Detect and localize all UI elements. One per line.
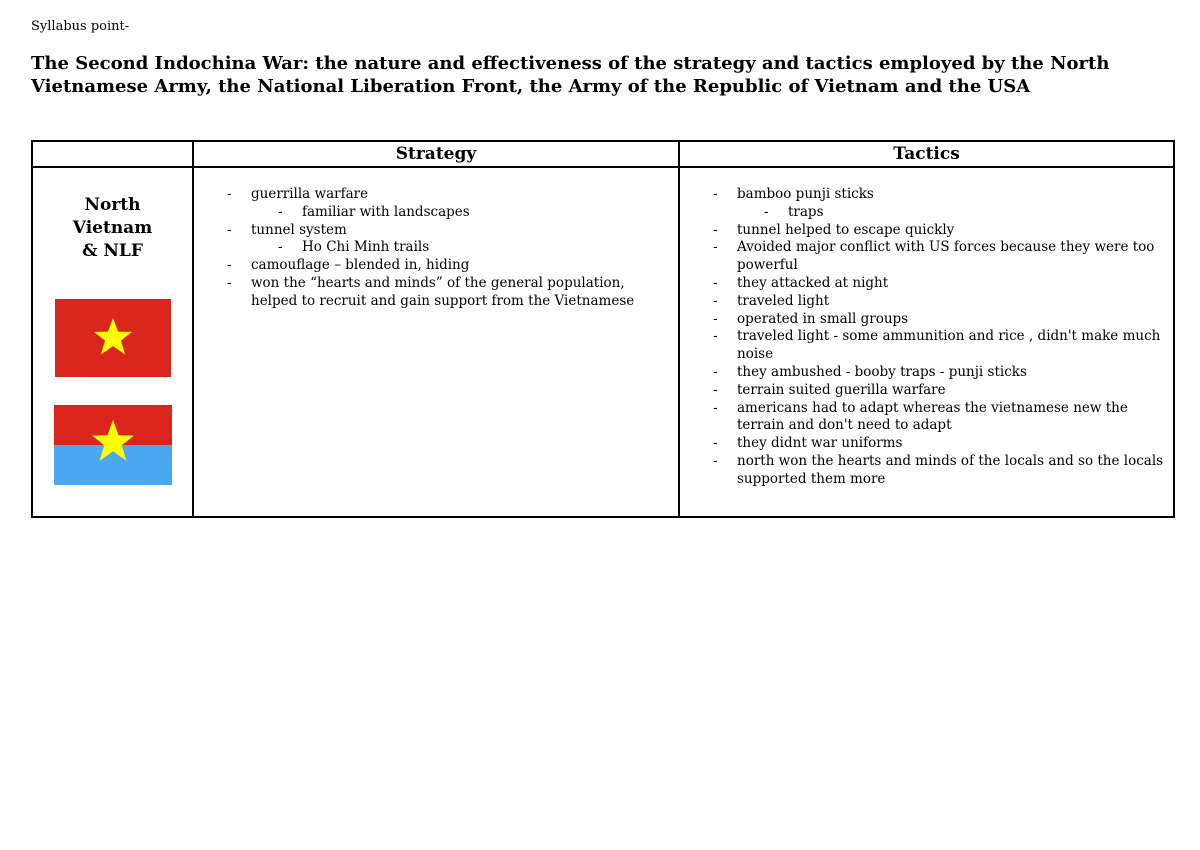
list-item: - traps (680, 204, 1173, 222)
strategy-list (194, 168, 678, 311)
group-name (33, 194, 192, 263)
list-item: - operated in small groups (680, 311, 1173, 329)
list-item: - north won the hearts and minds of the locals and so the locals supported them more (680, 453, 1173, 489)
list-item: - tunnel helped to escape quickly (680, 222, 1173, 240)
list-item: - Ho Chi Minh trails (194, 239, 678, 257)
strategy-tactics-table (31, 140, 1175, 518)
north-vietnam-flag-icon (55, 299, 171, 377)
tactics-cell (679, 167, 1174, 517)
table-header-row (32, 141, 1174, 167)
header-cell-strategy: Strategy (193, 141, 679, 167)
list-item: - they didnt war uniforms (680, 435, 1173, 453)
list-item: - Avoided major conflict with US forces because they were too powerful (680, 239, 1173, 275)
list-item: - familiar with landscapes (194, 204, 678, 222)
group-name-line: & NLF (82, 241, 143, 261)
list-item: - tunnel system (194, 222, 678, 240)
list-item: - traveled light (680, 293, 1173, 311)
header-cell-group (32, 141, 193, 167)
group-name-line: Vietnam (72, 218, 153, 238)
list-item: - they ambushed - booby traps - punji sticks (680, 364, 1173, 382)
nlf-flag-icon (54, 405, 172, 485)
group-name-line: North (84, 195, 141, 215)
syllabus-label: Syllabus point- (31, 19, 130, 34)
list-item: - they attacked at night (680, 275, 1173, 293)
strategy-cell (193, 167, 679, 517)
list-item: - won the “hearts and minds” of the general population, helped to recruit and gain support from the Vietnamese (194, 275, 678, 311)
list-item: - terrain suited guerilla warfare (680, 382, 1173, 400)
list-item: - traveled light - some ammunition and rice , didn't make much noise (680, 328, 1173, 364)
group-cell (32, 167, 193, 517)
list-item: - guerrilla warfare (194, 186, 678, 204)
list-item: - camouflage – blended in, hiding (194, 257, 678, 275)
header-cell-tactics: Tactics (679, 141, 1174, 167)
document-title: The Second Indochina War: the nature and effectiveness of the strategy and tactics employed by the North Vietnamese Army, the National Liberation Front, the Army of the Republic of Vietnam and the USA (31, 53, 1110, 97)
tactics-list (680, 168, 1173, 489)
list-item: - bamboo punji sticks (680, 186, 1173, 204)
list-item: - americans had to adapt whereas the vietnamese new the terrain and don't need to adapt (680, 400, 1173, 436)
table-row (32, 167, 1174, 517)
